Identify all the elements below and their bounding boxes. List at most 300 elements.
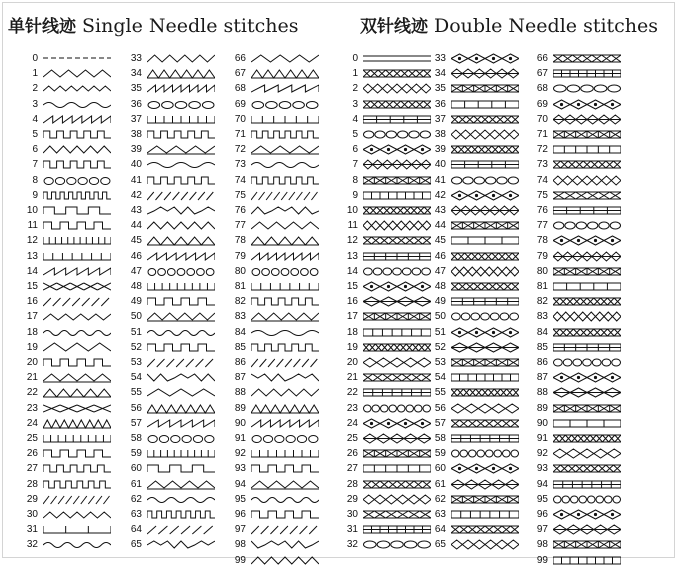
single-stitch-98 bbox=[226, 539, 336, 552]
single-stitch-48 bbox=[122, 281, 232, 294]
double-needle-title-zh: 双针线迹 bbox=[360, 17, 428, 37]
double-stitch-36 bbox=[426, 99, 536, 112]
single-stitch-86 bbox=[226, 357, 336, 370]
single-stitch-number: 42 bbox=[130, 189, 142, 201]
single-stitch-65 bbox=[122, 539, 232, 552]
double-stitch-pattern-icon bbox=[363, 524, 431, 535]
double-stitch-pattern-icon bbox=[553, 539, 621, 550]
double-stitch-number: 19 bbox=[346, 341, 358, 353]
double-stitch-pattern-icon bbox=[451, 235, 519, 246]
single-stitch-79 bbox=[226, 251, 336, 264]
single-stitch-pattern-icon bbox=[147, 205, 215, 216]
double-stitch-number: 44 bbox=[434, 220, 446, 232]
double-stitch-33 bbox=[426, 53, 536, 66]
single-stitch-number: 47 bbox=[130, 265, 142, 277]
double-stitch-number: 91 bbox=[536, 433, 548, 444]
double-stitch-pattern-icon bbox=[553, 327, 621, 338]
double-stitch-number: 93 bbox=[536, 463, 548, 475]
single-stitch-89 bbox=[226, 403, 336, 416]
double-stitch-55 bbox=[426, 387, 536, 400]
single-stitch-pattern-icon bbox=[43, 296, 111, 307]
single-stitch-57 bbox=[122, 418, 232, 431]
single-stitch-pattern-icon bbox=[251, 99, 319, 110]
single-stitch-88 bbox=[226, 387, 336, 400]
double-stitch-pattern-icon bbox=[363, 387, 431, 398]
single-stitch-91 bbox=[226, 433, 336, 446]
single-stitch-number: 45 bbox=[130, 235, 142, 247]
double-stitch-pattern-icon bbox=[363, 175, 431, 186]
double-stitch-number: 67 bbox=[536, 68, 548, 80]
single-stitch-number: 84 bbox=[234, 326, 246, 338]
single-stitch-pattern-icon bbox=[43, 418, 111, 429]
single-stitch-number: 71 bbox=[234, 129, 246, 140]
single-stitch-number: 49 bbox=[130, 296, 142, 308]
double-stitch-70 bbox=[528, 114, 638, 127]
double-stitch-98 bbox=[528, 539, 638, 552]
single-stitch-pattern-icon bbox=[43, 403, 111, 414]
double-stitch-87 bbox=[528, 372, 638, 385]
double-stitch-pattern-icon bbox=[553, 83, 621, 94]
double-stitch-pattern-icon bbox=[451, 296, 519, 307]
single-stitch-pattern-icon bbox=[251, 159, 319, 170]
single-stitch-pattern-icon bbox=[251, 220, 319, 231]
double-stitch-pattern-icon bbox=[451, 448, 519, 459]
double-stitch-93 bbox=[528, 463, 638, 476]
single-stitch-pattern-icon bbox=[43, 509, 111, 520]
single-stitch-pattern-icon bbox=[251, 555, 319, 566]
single-stitch-number: 79 bbox=[234, 250, 246, 262]
single-stitch-95 bbox=[226, 494, 336, 507]
double-stitch-pattern-icon bbox=[553, 524, 621, 535]
single-stitch-number: 88 bbox=[234, 387, 246, 399]
double-stitch-number: 86 bbox=[536, 357, 548, 368]
single-stitch-pattern-icon bbox=[147, 372, 215, 383]
double-stitch-pattern-icon bbox=[451, 494, 519, 505]
double-stitch-pattern-icon bbox=[363, 220, 431, 231]
single-stitch-36 bbox=[122, 99, 232, 112]
double-stitch-number: 48 bbox=[434, 281, 446, 292]
single-stitch-12 bbox=[18, 235, 128, 248]
double-stitch-pattern-icon bbox=[451, 83, 519, 94]
single-stitch-number: 12 bbox=[26, 235, 38, 247]
double-stitch-pattern-icon bbox=[553, 99, 621, 110]
single-stitch-pattern-icon bbox=[43, 251, 111, 262]
single-stitch-number: 37 bbox=[130, 113, 142, 125]
double-stitch-74 bbox=[528, 175, 638, 188]
double-stitch-56 bbox=[426, 403, 536, 416]
single-stitch-pattern-icon bbox=[147, 448, 215, 459]
single-stitch-number: 14 bbox=[26, 265, 38, 277]
double-stitch-number: 33 bbox=[434, 53, 446, 64]
single-stitch-number: 97 bbox=[234, 524, 246, 536]
single-stitch-pattern-icon bbox=[251, 494, 319, 505]
double-stitch-77 bbox=[528, 220, 638, 233]
single-stitch-pattern-icon bbox=[147, 144, 215, 155]
single-stitch-number: 31 bbox=[26, 524, 38, 536]
single-stitch-number: 99 bbox=[234, 554, 246, 566]
single-stitch-8 bbox=[18, 175, 128, 188]
double-stitch-number: 11 bbox=[347, 220, 358, 232]
single-stitch-pattern-icon bbox=[147, 83, 215, 94]
double-stitch-91 bbox=[528, 433, 638, 446]
double-stitch-number: 78 bbox=[536, 235, 548, 247]
double-stitch-number: 14 bbox=[346, 265, 358, 277]
double-stitch-pattern-icon bbox=[553, 129, 621, 140]
double-stitch-88 bbox=[528, 387, 638, 400]
single-stitch-43 bbox=[122, 205, 232, 218]
double-stitch-number: 99 bbox=[536, 554, 548, 566]
single-stitch-number: 58 bbox=[130, 433, 142, 444]
double-stitch-pattern-icon bbox=[363, 403, 431, 414]
single-stitch-pattern-icon bbox=[43, 144, 111, 155]
double-stitch-pattern-icon bbox=[553, 433, 621, 444]
single-stitch-49 bbox=[122, 296, 232, 309]
single-stitch-number: 6 bbox=[32, 144, 38, 156]
double-stitch-number: 54 bbox=[434, 372, 446, 384]
single-stitch-number: 77 bbox=[234, 220, 246, 232]
double-stitch-number: 17 bbox=[346, 311, 358, 323]
single-stitch-number: 85 bbox=[234, 341, 246, 353]
double-stitch-82 bbox=[528, 296, 638, 309]
single-stitch-50 bbox=[122, 311, 232, 324]
single-stitch-75 bbox=[226, 190, 336, 203]
single-stitch-pattern-icon bbox=[147, 266, 215, 277]
single-stitch-number: 30 bbox=[26, 509, 38, 520]
single-stitch-pattern-icon bbox=[147, 235, 215, 246]
double-stitch-number: 71 bbox=[536, 129, 548, 140]
single-stitch-pattern-icon bbox=[251, 68, 319, 79]
single-stitch-pattern-icon bbox=[251, 448, 319, 459]
single-stitch-number: 72 bbox=[234, 144, 246, 156]
single-stitch-number: 64 bbox=[130, 524, 142, 536]
single-stitch-number: 27 bbox=[26, 463, 38, 475]
double-stitch-number: 3 bbox=[352, 98, 358, 110]
double-stitch-96 bbox=[528, 509, 638, 522]
single-stitch-pattern-icon bbox=[251, 190, 319, 201]
double-stitch-48 bbox=[426, 281, 536, 294]
single-stitch-56 bbox=[122, 403, 232, 416]
double-stitch-number: 35 bbox=[434, 83, 446, 95]
single-stitch-pattern-icon bbox=[43, 327, 111, 338]
double-stitch-number: 23 bbox=[346, 402, 358, 414]
double-stitch-number: 26 bbox=[346, 448, 358, 460]
double-stitch-number: 98 bbox=[536, 539, 548, 551]
double-stitch-pattern-icon bbox=[451, 372, 519, 383]
single-stitch-52 bbox=[122, 342, 232, 355]
single-stitch-41 bbox=[122, 175, 232, 188]
single-stitch-number: 40 bbox=[130, 159, 142, 171]
double-stitch-number: 55 bbox=[434, 387, 446, 399]
single-stitch-number: 10 bbox=[26, 205, 38, 216]
single-stitch-number: 46 bbox=[130, 250, 142, 262]
double-stitch-number: 61 bbox=[434, 478, 446, 490]
double-stitch-pattern-icon bbox=[553, 68, 621, 79]
double-stitch-number: 92 bbox=[536, 448, 548, 460]
single-stitch-number: 39 bbox=[130, 144, 142, 156]
double-stitch-number: 36 bbox=[434, 98, 446, 110]
single-stitch-pattern-icon bbox=[147, 251, 215, 262]
double-stitch-66 bbox=[528, 53, 638, 66]
single-stitch-pattern-icon bbox=[147, 53, 215, 64]
double-stitch-pattern-icon bbox=[553, 296, 621, 307]
double-stitch-46 bbox=[426, 251, 536, 264]
single-stitch-pattern-icon bbox=[147, 159, 215, 170]
double-stitch-64 bbox=[426, 524, 536, 537]
double-stitch-pattern-icon bbox=[451, 433, 519, 444]
double-stitch-pattern-icon bbox=[363, 539, 431, 550]
single-stitch-pattern-icon bbox=[251, 403, 319, 414]
double-stitch-number: 30 bbox=[346, 509, 358, 520]
single-stitch-90 bbox=[226, 418, 336, 431]
double-stitch-pattern-icon bbox=[553, 144, 621, 155]
double-stitch-80 bbox=[528, 266, 638, 279]
double-stitch-number: 42 bbox=[434, 189, 446, 201]
double-stitch-number: 8 bbox=[352, 174, 358, 186]
single-stitch-11 bbox=[18, 220, 128, 233]
single-stitch-55 bbox=[122, 387, 232, 400]
double-stitch-pattern-icon bbox=[451, 220, 519, 231]
single-stitch-number: 61 bbox=[130, 478, 142, 490]
double-stitch-pattern-icon bbox=[553, 509, 621, 520]
single-stitch-pattern-icon bbox=[43, 266, 111, 277]
single-stitch-46 bbox=[122, 251, 232, 264]
single-stitch-pattern-icon bbox=[43, 372, 111, 383]
single-stitch-0 bbox=[18, 53, 128, 66]
double-stitch-number: 96 bbox=[536, 509, 548, 520]
single-stitch-71 bbox=[226, 129, 336, 142]
double-stitch-pattern-icon bbox=[363, 235, 431, 246]
double-stitch-number: 47 bbox=[434, 265, 446, 277]
single-stitch-pattern-icon bbox=[147, 296, 215, 307]
double-stitch-pattern-icon bbox=[553, 418, 621, 429]
double-stitch-62 bbox=[426, 494, 536, 507]
double-stitch-pattern-icon bbox=[451, 357, 519, 368]
single-stitch-72 bbox=[226, 144, 336, 157]
single-stitch-31 bbox=[18, 524, 128, 537]
single-stitch-pattern-icon bbox=[43, 205, 111, 216]
single-stitch-number: 44 bbox=[130, 220, 142, 232]
double-stitch-number: 60 bbox=[434, 463, 446, 475]
single-stitch-85 bbox=[226, 342, 336, 355]
double-stitch-number: 89 bbox=[536, 402, 548, 414]
single-stitch-pattern-icon bbox=[147, 220, 215, 231]
double-stitch-pattern-icon bbox=[451, 342, 519, 353]
single-stitch-number: 20 bbox=[26, 357, 38, 368]
double-stitch-pattern-icon bbox=[363, 372, 431, 383]
single-stitch-pattern-icon bbox=[251, 175, 319, 186]
single-stitch-number: 86 bbox=[234, 357, 246, 368]
single-stitch-pattern-icon bbox=[251, 144, 319, 155]
single-stitch-number: 73 bbox=[234, 159, 246, 171]
double-stitch-number: 69 bbox=[536, 98, 548, 110]
single-stitch-25 bbox=[18, 433, 128, 446]
double-stitch-pattern-icon bbox=[553, 387, 621, 398]
single-stitch-10 bbox=[18, 205, 128, 218]
double-stitch-pattern-icon bbox=[553, 114, 621, 125]
double-stitch-pattern-icon bbox=[363, 296, 431, 307]
single-stitch-38 bbox=[122, 129, 232, 142]
single-stitch-number: 89 bbox=[234, 402, 246, 414]
single-stitch-84 bbox=[226, 327, 336, 340]
single-stitch-number: 66 bbox=[234, 53, 246, 64]
double-stitch-pattern-icon bbox=[363, 433, 431, 444]
double-stitch-number: 13 bbox=[346, 250, 358, 262]
double-stitch-83 bbox=[528, 311, 638, 324]
double-stitch-number: 24 bbox=[346, 417, 358, 429]
single-stitch-number: 2 bbox=[32, 83, 38, 95]
double-stitch-51 bbox=[426, 327, 536, 340]
single-stitch-2 bbox=[18, 83, 128, 96]
double-stitch-number: 79 bbox=[536, 250, 548, 262]
double-stitch-number: 29 bbox=[346, 493, 358, 505]
double-stitch-pattern-icon bbox=[451, 524, 519, 535]
single-stitch-pattern-icon bbox=[147, 311, 215, 322]
single-stitch-pattern-icon bbox=[147, 190, 215, 201]
double-stitch-number: 95 bbox=[536, 493, 548, 505]
single-stitch-pattern-icon bbox=[251, 342, 319, 353]
single-stitch-number: 57 bbox=[130, 417, 142, 429]
double-stitch-number: 52 bbox=[434, 341, 446, 353]
single-stitch-number: 69 bbox=[234, 98, 246, 110]
single-stitch-pattern-icon bbox=[251, 53, 319, 64]
double-stitch-pattern-icon bbox=[363, 144, 431, 155]
single-stitch-number: 3 bbox=[32, 98, 38, 110]
double-stitch-number: 31 bbox=[346, 524, 358, 536]
double-stitch-pattern-icon bbox=[553, 53, 621, 64]
single-stitch-pattern-icon bbox=[147, 418, 215, 429]
double-stitch-number: 4 bbox=[352, 113, 358, 125]
double-stitch-84 bbox=[528, 327, 638, 340]
double-stitch-number: 18 bbox=[346, 326, 358, 338]
double-stitch-number: 5 bbox=[352, 129, 358, 140]
double-stitch-pattern-icon bbox=[451, 114, 519, 125]
single-stitch-42 bbox=[122, 190, 232, 203]
double-stitch-43 bbox=[426, 205, 536, 218]
single-stitch-pattern-icon bbox=[251, 524, 319, 535]
single-stitch-pattern-icon bbox=[43, 129, 111, 140]
single-stitch-pattern-icon bbox=[251, 479, 319, 490]
single-stitch-63 bbox=[122, 509, 232, 522]
single-stitch-number: 91 bbox=[234, 433, 246, 444]
double-stitch-number: 70 bbox=[536, 113, 548, 125]
double-stitch-38 bbox=[426, 129, 536, 142]
single-stitch-number: 0 bbox=[32, 53, 38, 64]
double-stitch-59 bbox=[426, 448, 536, 461]
single-stitch-pattern-icon bbox=[147, 327, 215, 338]
double-stitch-pattern-icon bbox=[451, 311, 519, 322]
double-stitch-53 bbox=[426, 357, 536, 370]
single-stitch-number: 63 bbox=[130, 509, 142, 520]
double-stitch-50 bbox=[426, 311, 536, 324]
single-stitch-pattern-icon bbox=[43, 175, 111, 186]
double-stitch-number: 58 bbox=[434, 433, 446, 444]
double-stitch-72 bbox=[528, 144, 638, 157]
double-stitch-69 bbox=[528, 99, 638, 112]
double-stitch-number: 1 bbox=[352, 68, 358, 80]
single-stitch-51 bbox=[122, 327, 232, 340]
double-stitch-68 bbox=[528, 83, 638, 96]
double-stitch-pattern-icon bbox=[553, 448, 621, 459]
double-stitch-95 bbox=[528, 494, 638, 507]
single-stitch-3 bbox=[18, 99, 128, 112]
double-stitch-pattern-icon bbox=[451, 509, 519, 520]
double-stitch-number: 6 bbox=[352, 144, 358, 156]
double-stitch-number: 43 bbox=[434, 205, 446, 216]
single-stitch-64 bbox=[122, 524, 232, 537]
single-stitch-number: 34 bbox=[130, 68, 142, 80]
double-stitch-number: 22 bbox=[346, 387, 358, 399]
double-stitch-number: 66 bbox=[536, 53, 548, 64]
single-stitch-pattern-icon bbox=[43, 68, 111, 79]
single-stitch-number: 4 bbox=[32, 113, 38, 125]
single-stitch-4 bbox=[18, 114, 128, 127]
double-stitch-number: 25 bbox=[346, 433, 358, 444]
single-stitch-66 bbox=[226, 53, 336, 66]
single-stitch-77 bbox=[226, 220, 336, 233]
double-stitch-number: 34 bbox=[434, 68, 446, 80]
double-stitch-pattern-icon bbox=[451, 266, 519, 277]
single-stitch-pattern-icon bbox=[251, 327, 319, 338]
double-stitch-45 bbox=[426, 235, 536, 248]
double-stitch-pattern-icon bbox=[363, 342, 431, 353]
double-stitch-78 bbox=[528, 235, 638, 248]
double-stitch-number: 68 bbox=[536, 83, 548, 95]
double-stitch-85 bbox=[528, 342, 638, 355]
single-stitch-6 bbox=[18, 144, 128, 157]
single-stitch-number: 95 bbox=[234, 493, 246, 505]
single-stitch-number: 25 bbox=[26, 433, 38, 444]
double-stitch-86 bbox=[528, 357, 638, 370]
double-stitch-47 bbox=[426, 266, 536, 279]
single-stitch-26 bbox=[18, 448, 128, 461]
single-stitch-73 bbox=[226, 159, 336, 172]
double-stitch-pattern-icon bbox=[363, 129, 431, 140]
single-stitch-pattern-icon bbox=[43, 342, 111, 353]
double-stitch-44 bbox=[426, 220, 536, 233]
double-stitch-pattern-icon bbox=[553, 311, 621, 322]
double-stitch-number: 49 bbox=[434, 296, 446, 308]
double-stitch-number: 73 bbox=[536, 159, 548, 171]
single-stitch-59 bbox=[122, 448, 232, 461]
single-stitch-number: 50 bbox=[130, 311, 142, 323]
double-stitch-pattern-icon bbox=[553, 175, 621, 186]
single-stitch-number: 54 bbox=[130, 372, 142, 384]
single-stitch-number: 9 bbox=[32, 189, 38, 201]
single-stitch-pattern-icon bbox=[251, 114, 319, 125]
double-stitch-pattern-icon bbox=[363, 463, 431, 474]
double-stitch-pattern-icon bbox=[451, 205, 519, 216]
double-stitch-76 bbox=[528, 205, 638, 218]
single-stitch-number: 19 bbox=[26, 341, 38, 353]
single-stitch-number: 48 bbox=[130, 281, 142, 292]
double-stitch-pattern-icon bbox=[451, 418, 519, 429]
single-stitch-number: 80 bbox=[234, 265, 246, 277]
double-stitch-number: 41 bbox=[434, 174, 446, 186]
double-stitch-pattern-icon bbox=[451, 463, 519, 474]
double-stitch-number: 57 bbox=[434, 417, 446, 429]
double-stitch-42 bbox=[426, 190, 536, 203]
single-stitch-47 bbox=[122, 266, 232, 279]
double-stitch-number: 56 bbox=[434, 402, 446, 414]
double-stitch-pattern-icon bbox=[363, 327, 431, 338]
single-stitch-number: 96 bbox=[234, 509, 246, 520]
double-stitch-number: 90 bbox=[536, 417, 548, 429]
double-stitch-39 bbox=[426, 144, 536, 157]
double-stitch-34 bbox=[426, 68, 536, 81]
single-stitch-pattern-icon bbox=[43, 387, 111, 398]
single-stitch-pattern-icon bbox=[147, 342, 215, 353]
double-stitch-number: 51 bbox=[434, 326, 446, 338]
